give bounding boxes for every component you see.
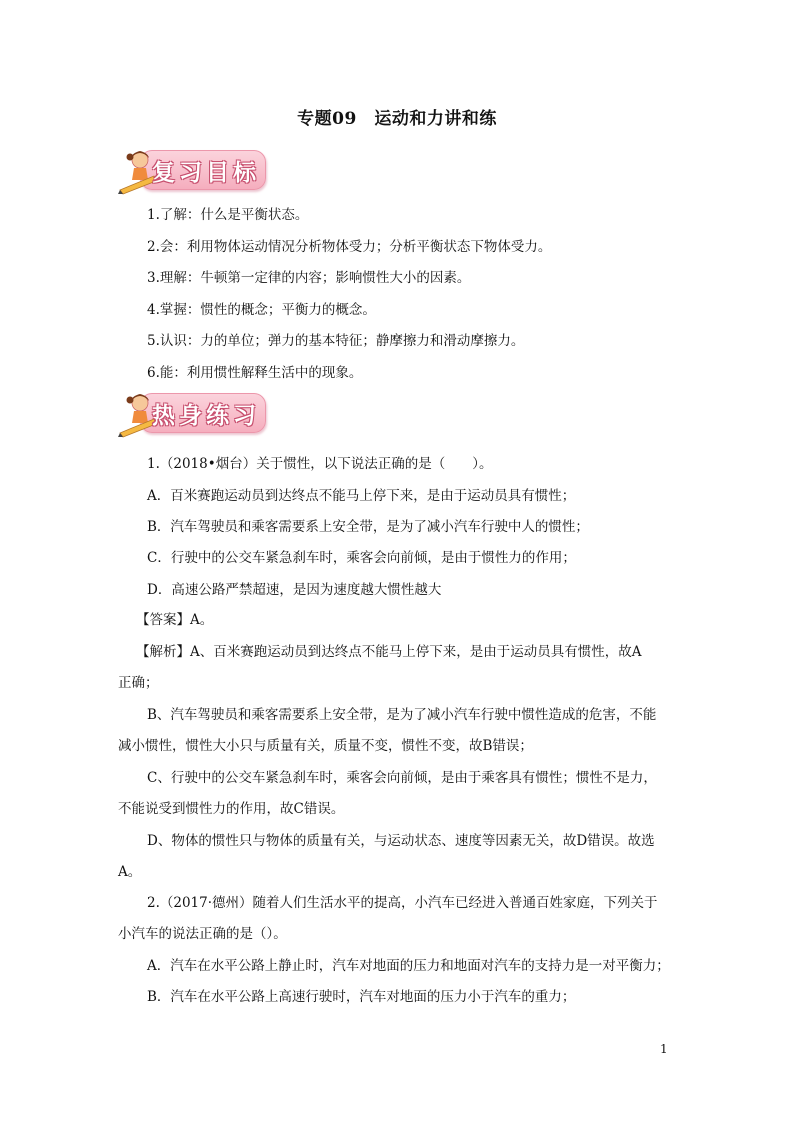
analysis-line: 减小惯性，惯性大小只与质量有关，质量不变，惯性不变，故B错误； xyxy=(118,738,533,754)
page-number: 1 xyxy=(660,1042,668,1056)
question-option: C．行驶中的公交车紧急刹车时，乘客会向前倾，是由于惯性力的作用； xyxy=(147,550,576,566)
section-banner-warmup xyxy=(118,389,266,439)
answer-line: 【答案】A。 xyxy=(136,612,214,628)
analysis-line: C、行驶中的公交车紧急刹车时，乘客会向前倾，是由于乘客具有惯性；惯性不是力， xyxy=(147,770,657,786)
analysis-line: 正确； xyxy=(118,675,159,691)
question-option: D．高速公路严禁超速，是因为速度越大惯性越大 xyxy=(147,582,442,598)
analysis-line: B、汽车驾驶员和乘客需要系上安全带，是为了减小汽车行驶中惯性造成的危害，不能 xyxy=(147,707,657,723)
section-banner-review-goals xyxy=(118,146,266,196)
document-title: 专题09 运动和力讲和练 xyxy=(297,109,497,129)
question-option: A．汽车在水平公路上静止时，汽车对地面的压力和地面对汽车的支持力是一对平衡力； xyxy=(147,958,670,974)
analysis-line: 【解析】A、百米赛跑运动员到达终点不能马上停下来，是由于运动员具有惯性，故A xyxy=(136,644,642,660)
analysis-line: 不能说受到惯性力的作用，故C错误。 xyxy=(118,801,345,817)
question-option: A．百米赛跑运动员到达终点不能马上停下来，是由于运动员具有惯性； xyxy=(147,488,576,504)
question-stem: 2.（2017·德州）随着人们生活水平的提高，小汽车已经进入普通百姓家庭，下列关于 xyxy=(147,895,658,911)
analysis-line: D、物体的惯性只与物体的质量有关，与运动状态、速度等因素无关，故D错误。故选 xyxy=(147,833,655,849)
goal-item: 6.能：利用惯性解释生活中的现象。 xyxy=(147,365,363,381)
question-stem: 小汽车的说法正确的是（）。 xyxy=(118,926,287,942)
analysis-line: A。 xyxy=(118,864,142,880)
question-option: B．汽车驾驶员和乘客需要系上安全带，是为了减小汽车行驶中人的惯性； xyxy=(147,519,589,535)
goal-item: 2.会：利用物体运动情况分析物体受力；分析平衡状态下物体受力。 xyxy=(147,239,552,255)
question-stem: 1.（2018•烟台）关于惯性，以下说法正确的是（ ）。 xyxy=(147,456,493,472)
banner-label: 热身练习 xyxy=(152,403,260,429)
goal-item: 5.认识：力的单位；弹力的基本特征；静摩擦力和滑动摩擦力。 xyxy=(147,333,525,349)
goal-item: 1.了解：什么是平衡状态。 xyxy=(147,207,309,223)
question-option: B．汽车在水平公路上高速行驶时，汽车对地面的压力小于汽车的重力； xyxy=(147,989,576,1005)
goal-item: 4.掌握：惯性的概念；平衡力的概念。 xyxy=(147,302,376,318)
banner-label: 复习目标 xyxy=(152,160,260,186)
goal-item: 3.理解：牛顿第一定律的内容；影响惯性大小的因素。 xyxy=(147,270,471,286)
